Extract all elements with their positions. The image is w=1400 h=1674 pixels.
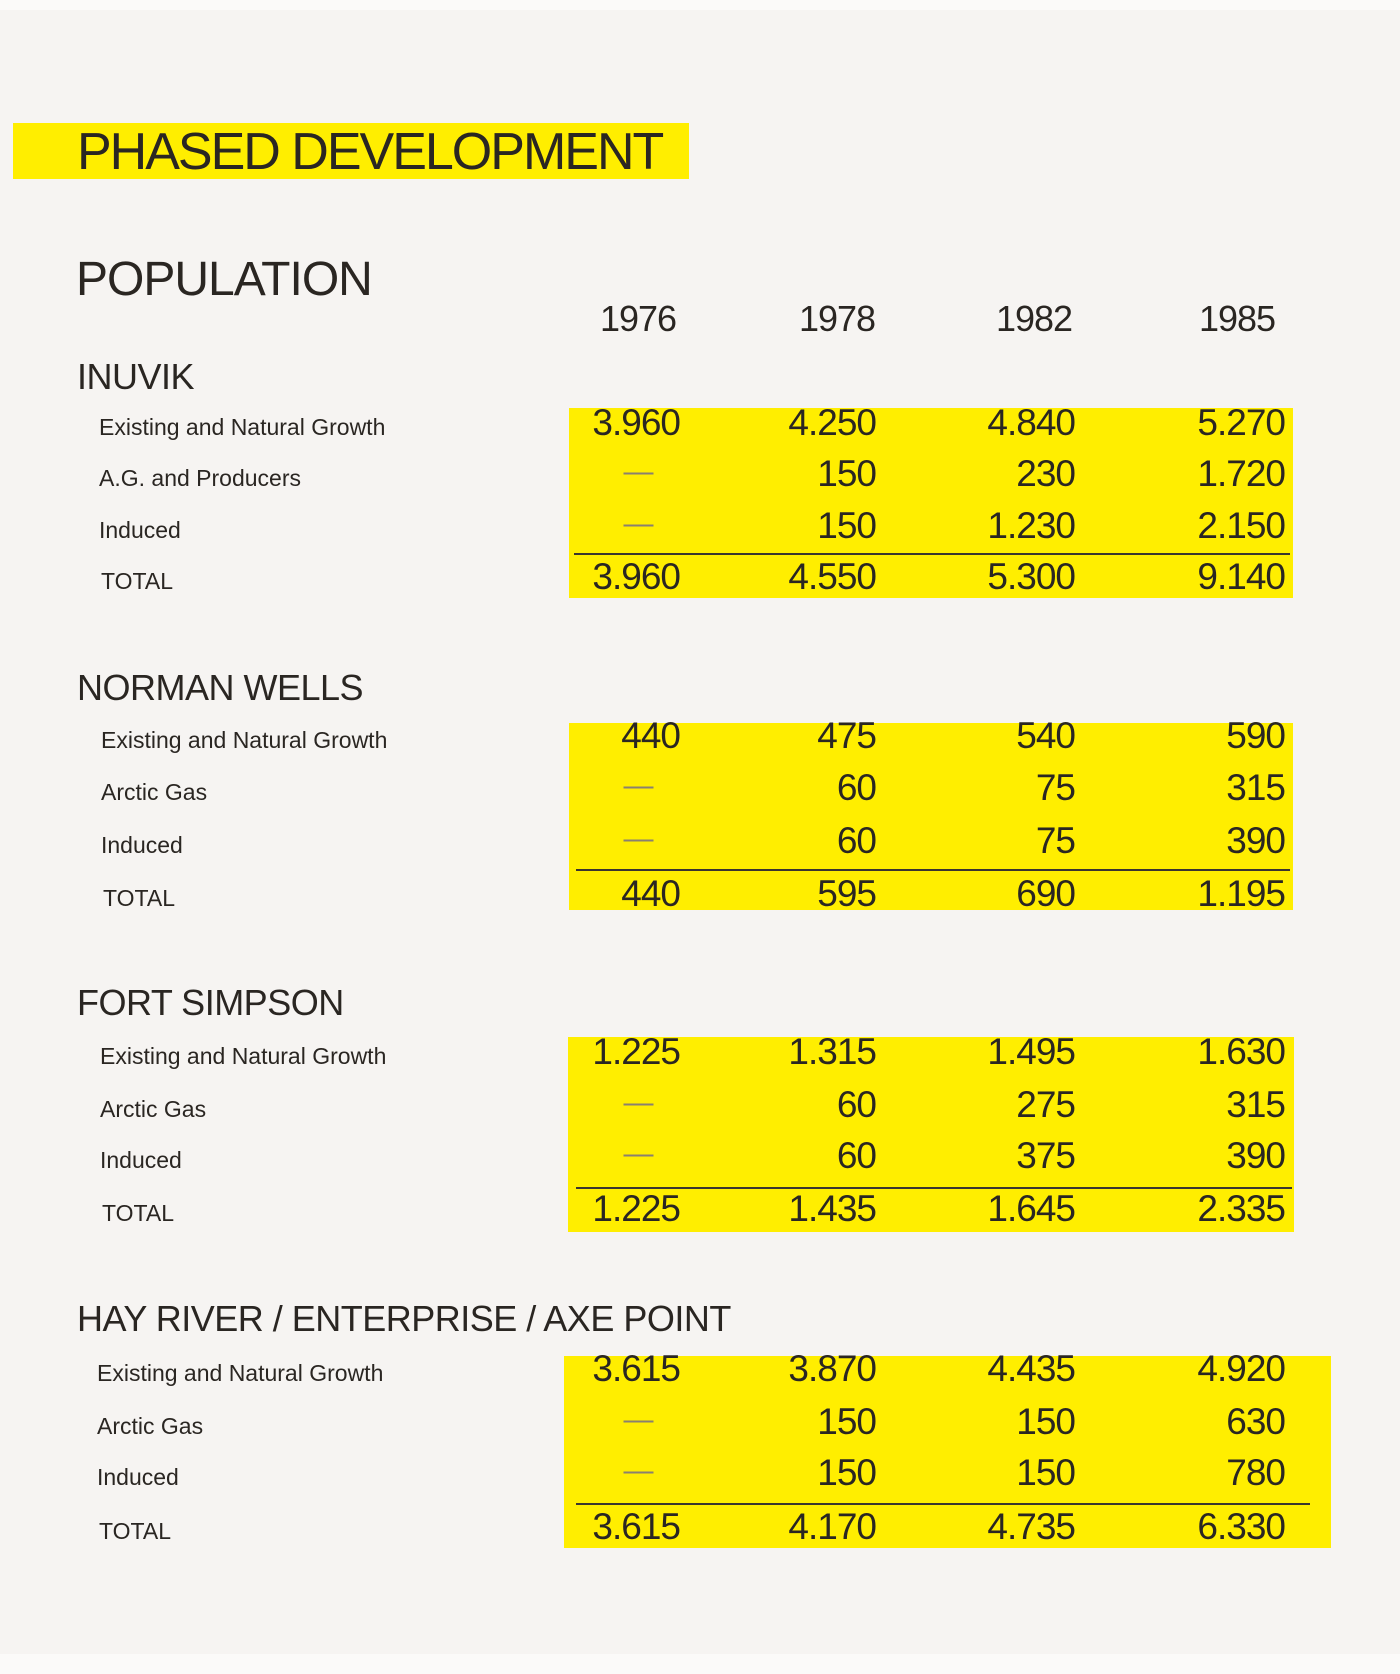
table-cell: 590 [1226,715,1285,756]
table-cell: 2.150 [1197,505,1285,546]
table-cell: 150 [1016,1401,1075,1442]
total-label: TOTAL [103,885,175,911]
table-cell: 1.495 [987,1031,1075,1072]
total-value: 595 [817,873,876,914]
table-cell: 1.720 [1197,453,1285,494]
table-cell: 375 [1016,1135,1075,1176]
table-cell: 540 [1016,715,1075,756]
row-label: Induced [99,517,181,543]
table-cell: — [623,1086,653,1119]
total-value: 690 [1016,873,1075,914]
section-title: NORMAN WELLS [77,667,364,708]
total-value: 5.300 [987,556,1075,597]
table-cell: 75 [1035,820,1075,861]
table-cell: 1.315 [788,1031,876,1072]
row-label: Arctic Gas [97,1413,204,1439]
row-label: A.G. and Producers [99,465,301,491]
total-value: 4.170 [788,1506,876,1547]
table-cell: 3.615 [592,1348,680,1389]
table-cell: 150 [1016,1452,1075,1493]
table-cell: 315 [1226,1084,1285,1125]
total-rule [576,1503,1310,1505]
total-value: 1.195 [1197,873,1285,914]
table-cell: 150 [817,453,876,494]
table-cell: 150 [817,1401,876,1442]
table-cell: — [623,455,653,488]
total-value: 4.735 [987,1506,1075,1547]
table-cell: 60 [836,820,876,861]
row-label: Induced [101,832,183,858]
table-cell: — [623,822,653,855]
table-cell: 4.250 [788,402,876,443]
table-cell: — [623,507,653,540]
table-cell: 60 [836,1084,876,1125]
table-cell: — [623,1403,653,1436]
total-rule [576,869,1290,871]
table-cell: 390 [1226,820,1285,861]
table-cell: 1.230 [987,505,1075,546]
table-cell: 230 [1016,453,1075,494]
table-cell: 4.435 [987,1348,1075,1389]
total-value: 6.330 [1197,1506,1285,1547]
year-header-1978: 1978 [798,298,876,339]
total-value: 1.225 [592,1188,680,1229]
total-value: 2.335 [1197,1188,1285,1229]
table-cell: 150 [817,1452,876,1493]
table-cell: 150 [817,505,876,546]
table-cell: 5.270 [1197,402,1285,443]
table-cell: 4.920 [1197,1348,1285,1389]
total-value: 4.550 [788,556,876,597]
table-cell: 3.870 [788,1348,876,1389]
table-cell: 630 [1226,1401,1285,1442]
table-cell: 60 [836,767,876,808]
row-label: Induced [97,1464,179,1490]
table-cell: 780 [1226,1452,1285,1493]
total-label: TOTAL [99,1518,171,1544]
population-heading: POPULATION [76,253,372,306]
row-label: Arctic Gas [101,779,208,805]
total-value: 1.645 [987,1188,1075,1229]
row-label: Existing and Natural Growth [97,1360,384,1386]
section-title: FORT SIMPSON [77,982,344,1023]
total-value: 1.435 [788,1188,876,1229]
table-cell: 315 [1226,767,1285,808]
table-cell: 3.960 [592,402,680,443]
total-label: TOTAL [101,568,173,594]
table-cell: 1.630 [1197,1031,1285,1072]
row-label: Existing and Natural Growth [99,414,386,440]
row-label: Existing and Natural Growth [101,727,388,753]
table-cell: 60 [836,1135,876,1176]
table-cell: — [623,1137,653,1170]
row-label: Induced [100,1147,182,1173]
table-cell: 1.225 [592,1031,680,1072]
table-cell: — [623,1454,653,1487]
total-rule [574,553,1290,555]
total-value: 3.960 [592,556,680,597]
total-value: 9.140 [1197,556,1285,597]
total-value: 440 [621,873,680,914]
row-label: Arctic Gas [100,1096,207,1122]
table-cell: 475 [817,715,876,756]
year-header-1985: 1985 [1198,298,1276,339]
table-cell: 390 [1226,1135,1285,1176]
table-cell: 275 [1016,1084,1075,1125]
year-header-1976: 1976 [599,298,677,339]
year-header-1982: 1982 [995,298,1073,339]
section-title: HAY RIVER / ENTERPRISE / AXE POINT [77,1298,731,1339]
table-cell: 4.840 [987,402,1075,443]
total-value: 3.615 [592,1506,680,1547]
table-cell: — [623,769,653,802]
total-label: TOTAL [102,1200,174,1226]
section-title: INUVIK [77,356,195,397]
table-cell: 440 [621,715,680,756]
row-label: Existing and Natural Growth [100,1043,387,1069]
page-title: PHASED DEVELOPMENT [13,123,689,179]
table-cell: 75 [1035,767,1075,808]
